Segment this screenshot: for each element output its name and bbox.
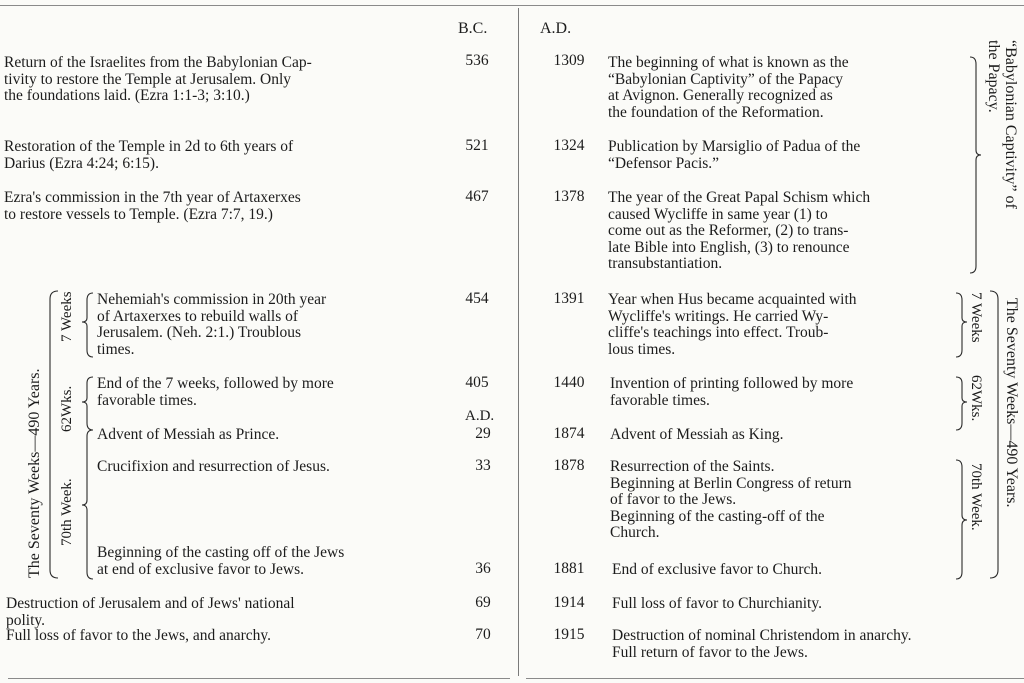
left-62-weeks-label: 62Wks. [59,385,75,432]
ad-header: A.D. [540,20,572,37]
left-entry-year: 36 [475,560,491,577]
right-entry-year: 1874 [553,425,585,442]
left-seventy-weeks-label: The Seventy Weeks—490 Years. [26,368,43,578]
right-entry-text: Invention of printing followed by more favorable times. [610,375,854,409]
left-7-weeks-label: 7 Weeks [59,291,75,342]
right-entry-text: Destruction of nominal Christendom in anarchy. Full return of favor to the Jews. [612,627,912,661]
left-entry-year: 33 [475,457,491,474]
left-entry-year: 521 [465,137,489,154]
right-seventy-weeks-label: The Seventy Weeks—490 Years. [1003,298,1020,508]
left-entry-text: Full loss of favor to the Jews, and anarchy. [6,627,272,644]
right-70th-week-label: 70th Week. [968,463,984,531]
ad-transition-label: A.D. [465,408,495,424]
right-entry-year: 1440 [553,374,585,391]
left-entry-year: 454 [465,290,489,307]
right-entry-text: The year of the Great Papal Schism which caused Wycliffe in same year (1) to come out as the Reformer, (2) to trans- late Bible into English, (3) to renounce transubstantiation. [608,189,871,272]
right-entry-text: Year when Hus became acquainted with Wycliffe's writings. He carried Wy- cliffe's teachings into effect. Troub- lous times. [608,291,857,358]
right-entry-year: 1378 [553,188,585,205]
left-entry-text: Ezra's commission in the 7th year of Artaxerxes to restore vessels to Temple. (Ezra 7:7, 19.) [4,189,301,223]
bc-header: B.C. [458,20,488,37]
left-entry-text: Beginning of the casting off of the Jews at end of exclusive favor to Jews. [97,544,345,578]
right-entry-year: 1391 [553,290,585,307]
right-entry-text: End of exclusive favor to Church. [612,561,823,578]
right-entry-text: Advent of Messiah as King. [610,426,784,443]
right-entry-text: The beginning of what is known as the “Babylonian Captivity” of the Papacy at Avignon. Generally recognized as the foundation of the Reformation. [608,54,849,121]
left-entry-year: 467 [465,188,489,205]
left-entry-text: Destruction of Jerusalem and of Jews' national polity. [6,595,295,629]
right-entry-text: Resurrection of the Saints. Beginning at Berlin Congress of return of favor to the Jews. Beginning of the casting-off of the Church. [610,458,852,541]
right-entry-year: 1309 [553,52,585,69]
left-entry-year: 69 [475,594,491,611]
right-7-weeks-label: 7 Weeks [968,292,984,343]
left-entry-text: Crucifixion and resurrection of Jesus. [97,458,330,475]
left-entry-year: 29 [475,425,491,442]
left-entry-text: End of the 7 weeks, followed by more favorable times. [97,375,334,409]
left-entry-year: 70 [475,626,491,643]
right-62-weeks-label: 62Wks. [968,375,984,422]
right-entry-year: 1878 [553,457,585,474]
babylonian-captivity-label: “Babylonian Captivity” of the Papacy. [985,40,1019,209]
left-entry-text: Advent of Messiah as Prince. [97,426,280,443]
right-entry-text: Full loss of favor to Churchianity. [612,595,822,612]
right-entry-text: Publication by Marsiglio of Padua of the “Defensor Pacis.” [608,138,861,172]
left-entry-text: Restoration of the Temple in 2d to 6th years of Darius (Ezra 4:24; 6:15). [4,138,294,172]
right-entry-year: 1914 [553,594,585,611]
left-70th-week-label: 70th Week. [59,478,75,546]
right-entry-year: 1881 [553,560,585,577]
left-entry-year: 405 [465,374,489,391]
left-entry-year: 536 [465,52,489,69]
left-entry-text: Nehemiah's commission in 20th year of Artaxerxes to rebuild walls of Jerusalem. (Neh. 2:1.) Troublous times. [97,291,327,358]
right-entry-year: 1915 [553,626,585,643]
right-entry-year: 1324 [553,137,585,154]
left-entry-text: Return of the Israelites from the Babylonian Cap- tivity to restore the Temple at Jerusalem. Only the foundations laid. (Ezra 1:1-3; 3:10.) [4,54,312,104]
